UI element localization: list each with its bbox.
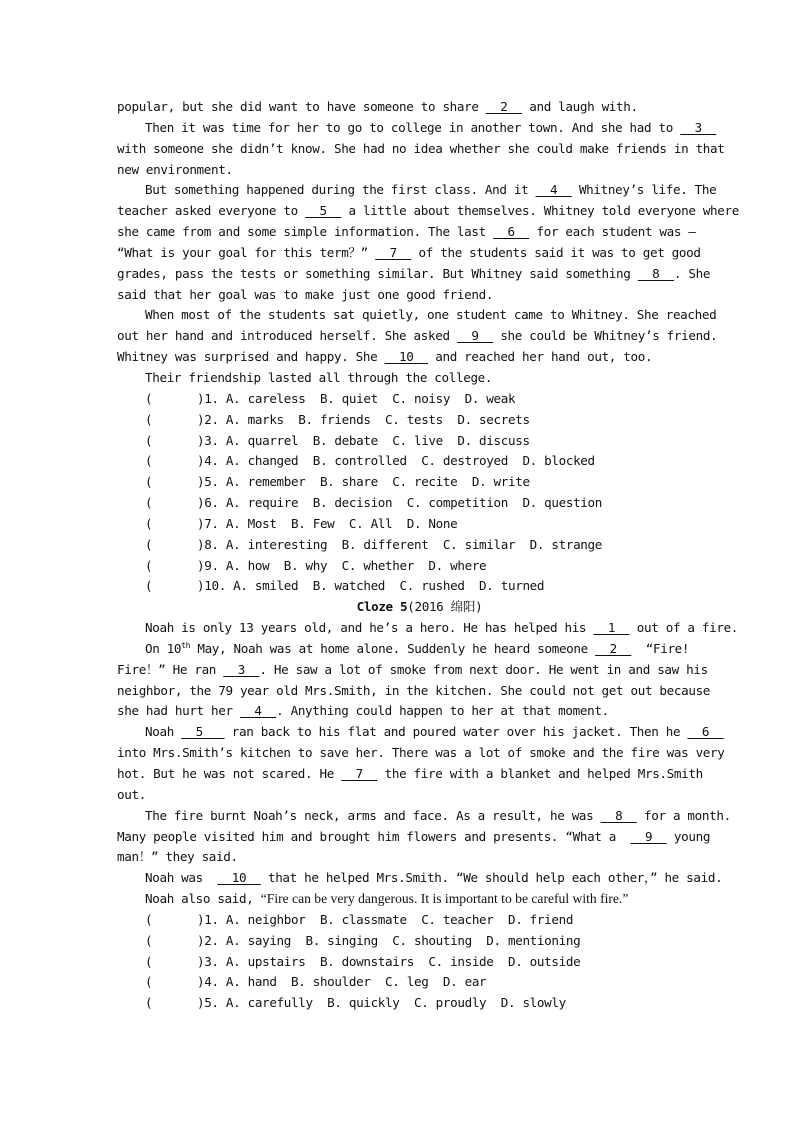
passage-text: Many people visited him and brought him flowers and presents. “What a	[117, 828, 631, 844]
answer-blank: 6	[493, 224, 530, 240]
passage-line	[117, 326, 722, 347]
question-number: )8.	[197, 536, 219, 552]
cloze-passage-2	[117, 618, 739, 910]
passage-text: . He saw a lot of smoke from next door. He went in and saw his	[259, 661, 708, 677]
question-number: )5.	[197, 995, 219, 1011]
passage-line	[117, 305, 722, 326]
question-options: A. quarrel B. debate C. live D. discuss	[218, 432, 530, 448]
passage-text: “Fire!	[631, 640, 690, 656]
question-options: A. carefully B. quickly C. proudly D. slowly	[218, 995, 566, 1011]
question-item	[117, 993, 722, 1014]
passage-text: for each student was —	[529, 224, 696, 240]
answer-paren[interactable]: (	[145, 995, 153, 1011]
passage-line	[117, 889, 722, 910]
answer-blank: 8	[637, 265, 674, 281]
passage-text: out her hand and introduced herself. She asked	[117, 328, 457, 344]
answer-paren[interactable]: (	[145, 474, 153, 490]
question-item	[117, 410, 722, 431]
answer-paren[interactable]: (	[145, 390, 153, 406]
question-list-2	[117, 910, 722, 1014]
question-list-1	[117, 389, 722, 597]
answer-blank: 3	[223, 661, 260, 677]
passage-line	[117, 868, 722, 889]
answer-paren[interactable]: (	[145, 495, 153, 511]
question-number: )1.	[197, 390, 219, 406]
answer-blank: 8	[600, 807, 637, 823]
answer-paren[interactable]: (	[145, 411, 153, 427]
answer-paren[interactable]: (	[145, 515, 153, 531]
passage-text: with someone she didn’t know. She had no idea whether she could make friends in that	[117, 140, 725, 156]
question-item	[117, 910, 722, 931]
question-options: A. remember B. share C. recite D. write	[218, 474, 530, 490]
answer-blank: 1	[593, 620, 630, 636]
passage-text: teacher asked everyone to	[117, 203, 306, 219]
section-title-main: Cloze 5	[356, 599, 408, 615]
passage-text: into Mrs.Smith’s kitchen to save her. There was a lot of smoke and the fire was very	[117, 745, 725, 761]
passage-text: she came from and some simple information. The last	[117, 224, 494, 240]
question-item	[117, 472, 722, 493]
passage-line	[117, 681, 722, 702]
passage-text: a little about themselves. Whitney told everyone where	[341, 203, 739, 219]
passage-text: out.	[117, 786, 146, 802]
answer-paren[interactable]: (	[145, 911, 153, 927]
question-options: A. changed B. controlled C. destroyed D. blocked	[218, 453, 595, 469]
question-number: )4.	[197, 453, 219, 469]
passage-text: Fire！” He ran	[117, 661, 224, 677]
question-options: A. interesting B. different C. similar D. strange	[218, 536, 603, 552]
cloze-passage-1	[117, 97, 739, 389]
passage-text: that he helped Mrs.Smith. “We should help each other，” he said.	[260, 870, 723, 886]
question-options: A. marks B. friends C. tests D. secrets	[218, 411, 530, 427]
passage-line	[117, 618, 739, 639]
passage-line	[117, 701, 722, 722]
passage-text: The fire burnt Noah’s neck, arms and face. As a result, he was	[145, 807, 601, 823]
passage-text: . Anything could happen to her at that moment.	[276, 703, 609, 719]
passage-line	[117, 139, 725, 160]
passage-text: But something happened during the first class. And it	[145, 182, 536, 198]
section-title-source: (2016 绵阳)	[407, 599, 483, 615]
passage-text: May, Noah was at home alone. Suddenly he heard someone	[190, 640, 596, 656]
answer-paren[interactable]: (	[145, 536, 153, 552]
question-number: )9.	[197, 557, 219, 573]
answer-blank: 4	[535, 182, 572, 198]
question-item	[117, 535, 722, 556]
passage-text: she could be Whitney’s friend.	[493, 328, 718, 344]
question-item	[117, 514, 722, 535]
question-item	[117, 451, 722, 472]
passage-line	[117, 660, 722, 681]
passage-text: Noah also said,	[145, 891, 261, 907]
passage-line	[117, 347, 722, 368]
question-options: A. neighbor B. classmate C. teacher D. friend	[218, 911, 574, 927]
question-number: )4.	[197, 974, 219, 990]
passage-text: When most of the students sat quietly, one student came to Whitney. She reached	[145, 307, 717, 323]
question-item	[117, 972, 722, 993]
superscript: th	[181, 640, 191, 650]
answer-blank: 9	[630, 828, 667, 844]
passage-line	[117, 243, 722, 264]
answer-paren[interactable]: (	[145, 557, 153, 573]
answer-blank: 7	[375, 244, 412, 260]
document-page	[117, 97, 739, 1014]
section-title	[117, 597, 722, 618]
answer-blank: 5	[305, 203, 342, 219]
question-options: A. upstairs B. downstairs C. inside D. outside	[218, 953, 581, 969]
question-options: A. how B. why C. whether D. where	[218, 557, 487, 573]
passage-line	[117, 368, 722, 389]
passage-text: for a month.	[636, 807, 731, 823]
passage-text: Noah	[145, 724, 182, 740]
passage-text: Whitney was surprised and happy. She	[117, 349, 385, 365]
question-options: A. saying B. singing C. shouting D. mentioning	[218, 932, 581, 948]
passage-text: of the students said it was to get good	[411, 244, 701, 260]
quote-text: “Fire can be very dangerous. It is important to be careful with fire.”	[260, 891, 629, 907]
answer-blank: 6	[687, 724, 724, 740]
passage-text: young	[666, 828, 711, 844]
answer-blank: 10	[384, 349, 428, 365]
passage-text: . She	[673, 265, 711, 281]
passage-text: Whitney’s life. The	[571, 182, 717, 198]
passage-line	[117, 118, 722, 139]
answer-blank: 3	[680, 119, 717, 135]
passage-line	[117, 201, 739, 222]
answer-paren[interactable]: (	[145, 932, 153, 948]
passage-line	[117, 722, 722, 743]
answer-blank: 5	[181, 724, 225, 740]
passage-line	[117, 827, 722, 848]
question-item	[117, 931, 722, 952]
passage-line	[117, 764, 722, 785]
passage-text: the fire with a blanket and helped Mrs.Smith	[377, 766, 703, 781]
passage-text: “What is your goal for this term？”	[117, 244, 376, 260]
passage-line	[117, 264, 722, 285]
answer-paren[interactable]: (	[145, 578, 153, 594]
passage-text: Noah was	[145, 870, 218, 886]
passage-line	[117, 180, 722, 201]
passage-line	[117, 639, 722, 660]
answer-blank: 2	[595, 640, 632, 656]
passage-text: grades, pass the tests or something similar. But Whitney said something	[117, 265, 638, 281]
answer-paren[interactable]: (	[145, 432, 153, 448]
passage-line	[117, 285, 722, 306]
answer-blank: 7	[341, 766, 378, 781]
question-number: )2.	[197, 411, 219, 427]
passage-text: Then it was time for her to go to college in another town. And she had to	[145, 119, 681, 135]
passage-text: out of a fire.	[629, 620, 739, 636]
question-number: )2.	[197, 932, 219, 948]
answer-blank: 9	[456, 328, 494, 344]
passage-line	[117, 806, 731, 827]
passage-text: hot. But he was not scared. He	[117, 766, 342, 781]
passage-text: On 10	[145, 640, 182, 656]
question-item	[117, 431, 722, 452]
passage-text: said that her goal was to make just one good friend.	[117, 286, 494, 302]
question-options: A. hand B. shoulder C. leg D. ear	[218, 974, 487, 990]
passage-text: new environment.	[117, 161, 233, 177]
passage-text: ran back to his flat and poured water over his jacket. Then he	[224, 724, 688, 740]
question-number: )7.	[197, 515, 219, 531]
passage-text: Noah is only 13 years old, and he’s a hero. He has helped his	[145, 620, 594, 636]
passage-text: and laugh with.	[522, 99, 638, 114]
question-number: )3.	[197, 432, 219, 448]
answer-paren[interactable]: (	[145, 953, 153, 969]
answer-blank: 10	[217, 870, 261, 886]
passage-text: Their friendship lasted all through the college.	[145, 369, 493, 385]
question-item	[117, 493, 722, 514]
passage-line	[117, 785, 722, 806]
passage-text: man！” they said.	[117, 849, 238, 865]
question-item	[117, 952, 722, 973]
question-item	[117, 576, 722, 597]
passage-line	[117, 847, 722, 868]
passage-text: and reached her hand out, too.	[428, 349, 653, 365]
question-options: A. Most B. Few C. All D. None	[218, 515, 458, 531]
question-options: A. careless B. quiet C. noisy D. weak	[218, 390, 516, 406]
passage-text: popular, but she did want to have someone to share	[117, 99, 486, 114]
question-item	[117, 389, 722, 410]
passage-text: neighbor, the 79 year old Mrs.Smith, in the kitchen. She could not get out because	[117, 682, 711, 698]
question-item	[117, 556, 722, 577]
passage-line	[117, 160, 722, 181]
passage-line	[117, 222, 722, 243]
question-number: )3.	[197, 953, 219, 969]
question-number: )6.	[197, 495, 219, 511]
question-options: A. smiled B. watched C. rushed D. turned	[225, 578, 545, 594]
question-number: )1.	[197, 911, 219, 927]
answer-paren[interactable]: (	[145, 453, 153, 469]
passage-line	[117, 97, 722, 118]
question-number: )10.	[197, 578, 226, 594]
answer-paren[interactable]: (	[145, 974, 153, 990]
answer-blank: 2	[485, 99, 523, 114]
answer-blank: 4	[239, 703, 277, 719]
question-options: A. require B. decision C. competition D. question	[218, 495, 603, 511]
question-number: )5.	[197, 474, 219, 490]
passage-line	[117, 743, 725, 764]
passage-text: she had hurt her	[117, 703, 240, 719]
